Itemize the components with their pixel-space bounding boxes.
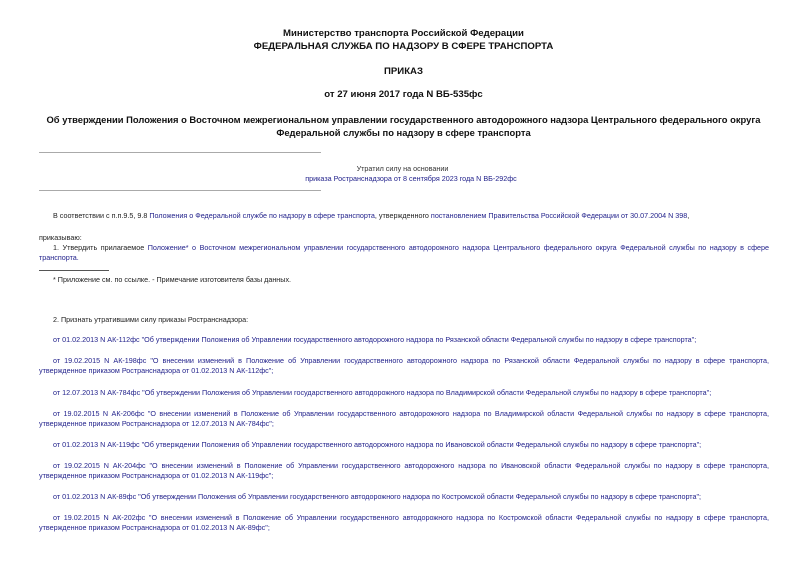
repealed-order-8[interactable] bbox=[39, 513, 769, 534]
preamble-text-2: , утвержденного bbox=[374, 211, 431, 220]
item-1-text-2: * о Восточном межрегиональном управлении государственного автодорожного надзора Центрального федерального округа Федеральной службы по надзору в сфере транспорта. bbox=[39, 243, 769, 263]
item-1-paragraph bbox=[39, 243, 769, 264]
repealed-order-text[interactable]: от 01.02.2013 N АК-119фс "Об утверждении Положения об Управлении государственного автодорожного надзора по Ивановской области Федеральной службы по надзору в сфере транспорта"; bbox=[53, 440, 702, 449]
status-label: Утратил силу на основании bbox=[356, 164, 449, 173]
ministry-name: Министерство транспорта Российской Федерации bbox=[283, 28, 524, 39]
document-title bbox=[0, 114, 807, 139]
document-date-number: от 27 июня 2017 года N ВБ-535фс bbox=[324, 89, 483, 100]
repealed-order-3[interactable] bbox=[39, 388, 769, 398]
document-title-line1: Об утверждении Положения о Восточном межрегиональном управлении государственного автодорожного надзора Центрального федерального округа bbox=[46, 114, 761, 125]
footnote-text: * Приложение см. по ссылке. - Примечание изготовителя базы данных. bbox=[53, 275, 292, 284]
status-repeal-link[interactable]: приказа Ространснадзора от 8 сентября 2023 года N ВБ-292фс bbox=[305, 174, 517, 183]
repealed-order-1[interactable] bbox=[39, 335, 769, 345]
repealed-order-6[interactable] bbox=[39, 461, 769, 482]
repealed-order-text[interactable]: от 19.02.2015 N АК-204фс "О внесении изменений в Положение об Управлении государственного автодорожного надзора по Ивановской области Федеральной службы по надзору в сфере транспорта, утвержденное приказом Ространснадзора от 01.02.2013 N АК-119фс"; bbox=[39, 461, 769, 481]
preamble-paragraph bbox=[39, 211, 769, 221]
order-word: приказываю: bbox=[39, 233, 82, 242]
repealed-order-text[interactable]: от 19.02.2015 N АК-202фс "О внесении изменений в Положение об Управлении государственного автодорожного надзора по Костромской области Федеральной службы по надзору в сфере транспорта, утвержденное приказом Ространснадзора от 01.02.2013 N АК-89фс"; bbox=[39, 513, 769, 533]
item-2-heading bbox=[39, 315, 769, 325]
repealed-order-7[interactable] bbox=[39, 492, 769, 502]
repealed-order-text[interactable]: от 19.02.2015 N АК-198фс "О внесении изменений в Положение об Управлении государственного автодорожного надзора по Рязанской области Федеральной службы по надзору в сфере транспорта, утвержденное приказом Ространснадзора от 01.02.2013 N АК-112фс"; bbox=[39, 356, 769, 376]
repealed-order-text[interactable]: от 12.07.2013 N АК-784фс "Об утверждении Положения об Управлении государственного автодорожного надзора по Владимирской области Федеральной службы по надзору в сфере транспорта"; bbox=[53, 388, 712, 397]
preamble-text-1: В соответствии с п.п.9.5, 9.8 bbox=[53, 211, 150, 220]
preamble-text-3: , bbox=[687, 211, 690, 220]
status-bottom-rule bbox=[39, 190, 321, 191]
service-name: ФЕДЕРАЛЬНАЯ СЛУЖБА ПО НАДЗОРУ В СФЕРЕ ТРАНСПОРТА bbox=[253, 41, 554, 52]
item-2-heading-text: 2. Признать утратившими силу приказы Ространснадзора: bbox=[53, 315, 249, 324]
item-1-text-1: 1. Утвердить прилагаемое bbox=[53, 243, 148, 252]
repealed-order-text[interactable]: от 01.02.2013 N АК-89фс "Об утверждении Положения об Управлении государственного автодорожного надзора по Костромской области Федеральной службы по надзору в сфере транспорта"; bbox=[53, 492, 702, 501]
document-type: ПРИКАЗ bbox=[384, 66, 423, 77]
repealed-order-text[interactable]: от 19.02.2015 N АК-206фс "О внесении изменений в Положение об Управлении государственного автодорожного надзора по Владимирской области Федеральной службы по надзору в сфере транспорта, утвержденное приказом Ространснадзора от 12.07.2013 N АК-784фс"; bbox=[39, 409, 769, 429]
government-decree-link[interactable]: постановлением Правительства Российской Федерации от 30.07.2004 N 398 bbox=[430, 211, 688, 220]
repealed-order-text[interactable]: от 01.02.2013 N АК-112фс "Об утверждении Положения об Управлении государственного автодорожного надзора по Рязанской области Федеральной службы по надзору в сфере транспорта"; bbox=[53, 335, 697, 344]
regulation-appendix-link[interactable]: Положение bbox=[147, 243, 186, 252]
status-top-rule bbox=[39, 152, 321, 153]
regulation-link[interactable]: Положения о Федеральной службе по надзору в сфере транспорта bbox=[149, 211, 375, 220]
footnote bbox=[39, 275, 769, 285]
repealed-order-2[interactable] bbox=[39, 356, 769, 377]
repealed-order-5[interactable] bbox=[39, 440, 769, 450]
footnote-rule bbox=[39, 270, 109, 271]
repealed-order-4[interactable] bbox=[39, 409, 769, 430]
document-title-line2: Федеральной службы по надзору в сфере транспорта bbox=[276, 126, 531, 138]
